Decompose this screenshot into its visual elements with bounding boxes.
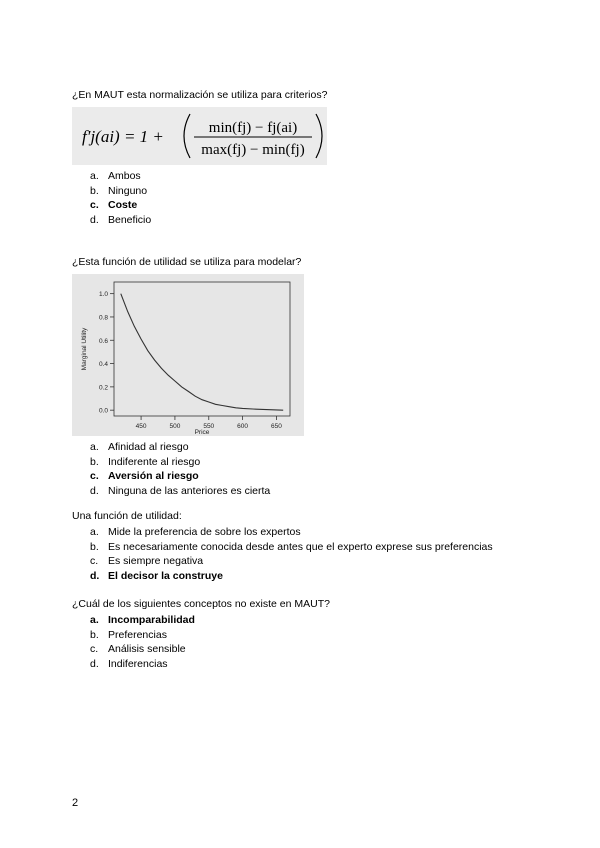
option[interactable]: d. Ninguna de las anteriores es cierta — [90, 484, 271, 497]
option[interactable]: b. Es necesariamente conocida desde antes que el experto exprese sus preferencias — [90, 540, 493, 553]
utility-chart — [72, 274, 304, 436]
option[interactable]: c. Es siempre negativa — [90, 555, 204, 567]
y-tick-label: 0.6 — [98, 337, 108, 345]
option[interactable]: a. Ambos — [90, 170, 141, 182]
x-axis-label: Price — [194, 429, 210, 436]
option[interactable]: a. Afinidad al riesgo — [90, 441, 189, 453]
question-2-text: ¿Esta función de utilidad se utiliza para modelar? — [72, 256, 302, 268]
question-3-options — [72, 525, 542, 583]
question-1-options — [72, 169, 542, 227]
question-4-options — [72, 613, 542, 671]
question-4 — [72, 598, 542, 671]
x-tick-label: 650 — [271, 423, 282, 430]
utility-curve — [121, 294, 283, 411]
option[interactable]: a. Mide la preferencia de sobre los expertos — [90, 526, 301, 538]
plot-frame — [114, 282, 290, 416]
option[interactable]: d. Beneficio — [90, 213, 152, 226]
formula-lhs: f′j(ai) = 1 + — [82, 127, 164, 146]
question-1 — [72, 89, 542, 227]
option-correct[interactable]: d. El decisor la construye — [90, 569, 223, 582]
option[interactable]: b. Indiferente al riesgo — [90, 455, 201, 468]
option-correct[interactable]: a. Incomparabilidad — [90, 614, 195, 626]
option[interactable]: b. Preferencias — [90, 628, 167, 641]
x-tick-label: 550 — [203, 423, 215, 430]
y-tick-label: 0.8 — [98, 314, 108, 322]
formula-denominator: max(fj) − min(fj) — [201, 142, 305, 158]
option-correct[interactable]: c. Aversión al riesgo — [90, 470, 199, 482]
option[interactable]: c. Análisis sensible — [90, 643, 186, 655]
y-tick-label: 0.2 — [98, 384, 108, 392]
page-number: 2 — [72, 797, 79, 809]
question-3-text: Una función de utilidad: — [72, 510, 182, 522]
y-axis-label: Marginal Utility — [81, 327, 88, 371]
option-correct[interactable]: c. Coste — [90, 199, 138, 211]
question-2-options — [72, 440, 542, 498]
y-tick-label: 0.4 — [98, 361, 108, 369]
y-tick-label: 0.0 — [98, 407, 108, 415]
question-3 — [72, 510, 542, 583]
formula-paren-left — [184, 114, 190, 158]
question-2 — [72, 256, 542, 498]
formula-paren-right — [316, 114, 322, 158]
y-tick-label: 1.0 — [98, 291, 108, 299]
option[interactable]: d. Indiferencias — [90, 657, 168, 670]
normalization-formula — [72, 107, 327, 165]
option[interactable]: b. Ninguno — [90, 184, 148, 197]
utility-chart-svg — [72, 274, 304, 436]
question-4-text: ¿Cuál de los siguientes conceptos no existe en MAUT? — [72, 598, 330, 610]
x-tick-label: 500 — [169, 423, 181, 430]
formula-svg — [78, 108, 327, 164]
x-tick-label: 600 — [237, 423, 249, 430]
question-1-text: ¿En MAUT esta normalización se utiliza para criterios? — [72, 89, 328, 101]
x-tick-label: 450 — [135, 423, 147, 430]
formula-numerator: min(fj) − fj(ai) — [208, 120, 298, 136]
